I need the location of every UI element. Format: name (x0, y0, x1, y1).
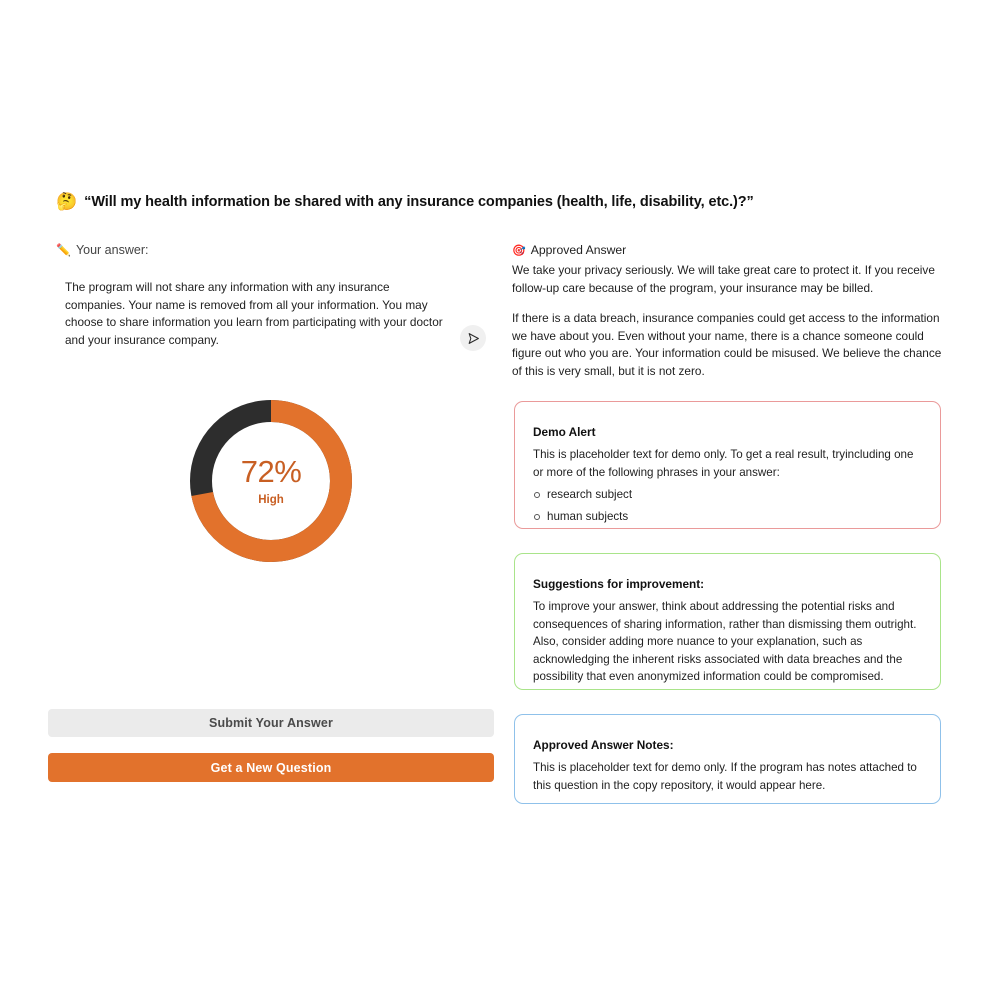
pencil-icon: ✏️ (56, 243, 71, 257)
suggestions-card (514, 553, 941, 690)
user-answer-text: The program will not share any information with any insurance companies. Your name is removed from all your information. You may choose to share information you learn from participating with your doctor and your insurance company. (65, 280, 443, 347)
user-answer-panel (48, 243, 498, 349)
question-header (56, 192, 956, 212)
get-new-question-button[interactable]: Get a New Question (48, 753, 494, 782)
score-donut-center (185, 395, 357, 567)
submit-answer-button[interactable]: Submit Your Answer (48, 709, 494, 737)
approved-answer-header (512, 243, 942, 258)
target-icon: 🎯 (512, 244, 526, 257)
send-icon-button[interactable] (460, 325, 486, 351)
demo-alert-text: This is placeholder text for demo only. To get a real result, tryincluding one or more of the following phrases in your answer: (533, 448, 914, 479)
approved-answer-panel (512, 243, 942, 380)
approved-answer-notes-card (514, 714, 941, 804)
demo-alert-card (514, 401, 941, 529)
user-answer-body (48, 279, 498, 349)
thinking-face-icon: 🤔 (56, 192, 78, 211)
suggestions-title: Suggestions for improvement: (533, 577, 705, 591)
approved-answer-paragraph: If there is a data breach, insurance companies could get access to the information we have about you. Even without your name, there is a chance someone could figure out who you are. Your information could be misused. We believe the chance of this is very small, but it is not zero. (512, 311, 942, 378)
your-answer-label: Your answer: (75, 243, 149, 257)
send-icon (467, 332, 480, 345)
demo-alert-title: Demo Alert (533, 425, 596, 439)
approved-answer-paragraph: We take your privacy seriously. We will take great care to protect it. If you receive follow-up care because of the program, your insurance may be billed. (512, 263, 935, 295)
score-percent: 72% (240, 454, 302, 489)
suggested-phrase-list (533, 486, 922, 525)
score-band: High (258, 494, 284, 506)
your-answer-label-row (48, 243, 498, 257)
approved-answer-notes-text: This is placeholder text for demo only. If the program has notes attached to this question in the copy repository, it would appear here. (533, 761, 917, 792)
suggestions-text: To improve your answer, think about addressing the potential risks and consequences of sharing information, rather than dismissing them outright. Also, consider adding more nuance to your explanation, such as acknowledging the inherent risks associated with data breaches and the possibility that even anonymized information could be compromised. (533, 600, 917, 683)
approved-answer-notes-title: Approved Answer Notes: (533, 738, 674, 752)
list-item: research subject (533, 486, 922, 503)
score-donut-chart (185, 395, 357, 567)
list-item: human subjects (533, 508, 922, 525)
question-title: “Will my health information be shared with any insurance companies (health, life, disability, etc.)?” (84, 194, 754, 210)
approved-answer-title: Approved Answer (530, 243, 627, 257)
